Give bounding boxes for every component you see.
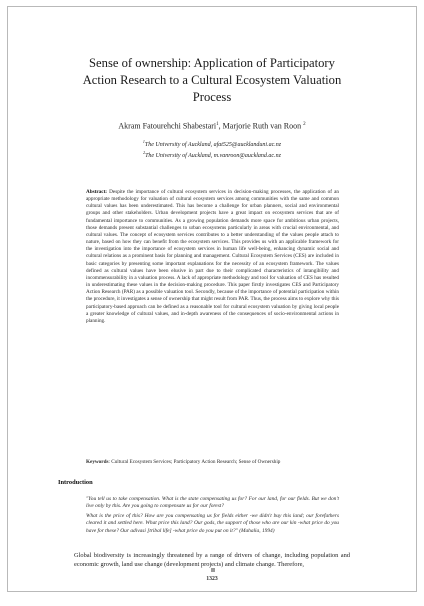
keywords xyxy=(86,459,339,466)
keywords-label: Keywords xyxy=(86,459,109,465)
author-list xyxy=(28,119,396,132)
title-line: Process xyxy=(192,90,232,104)
epigraph-quote: "You tell us to take compensation. What is the state compensating us for? For our land, for our fields. But we don't live only by this. Are you going to compensate us for our forest? xyxy=(86,496,339,510)
affiliation-mark: 2 xyxy=(143,150,146,155)
abstract-text: Despite the importance of cultural ecosystem services in decision-making processes, the application of an appropriate methodology for valuation of cultural ecosystem services among communities with the same and common cultural values has been underestimated. This has become a challenge for urban planners, social and environmental groups and other stakeholders. Urban development projects have a great impact on ecosystem services that are of fundamental importance to communities. As a growing population demands more space for ambitious urban projects, those demands present substantial challenges to urban ecosystems particularly in areas with crucial environmental, and cultural values. The concept of ecosystem services contributes to a better understanding of the values people attach to nature, based on how they can benefit from the ecosystem services. This provides us with an applicable framework for the investigation into the importance of ecosystem services in human life well-being, enhancing dynamic social and cultural relations as a prominent basis for planning and management. Cultural Ecosystem Services (CES) are included in basic categories by presenting some important explanations for the necessity of an ecosystem framework. The values defined as cultural values have been elusive in part due to their complicated characteristics of intangibility and incommensurability in a valuation process. A lack of appropriate methodology and tool for valuation of CES has resulted in underestimating these values in the decision-making procedure. This paper firstly investigates CES and Participatory Action Research (PAR) as a possible valuation tool. Secondly, because of the importance of potential participation within the procedure, it investigates a sense of ownership that might result from PAR. Thus, the process aims to explore why this participatory-based approach can be defined as a reasonable tool for cultural ecosystem valuation by giving local people a greater knowledge of cultural values, and in-depth awareness of the consequences of socio-environmental actions in planning. xyxy=(86,189,339,324)
section-heading-introduction: Introduction xyxy=(58,479,93,486)
paper-title xyxy=(42,55,382,106)
author-separator: , xyxy=(218,121,223,131)
author-affiliation-mark: 1 xyxy=(216,122,219,127)
abstract xyxy=(86,189,339,325)
affiliation-text: The University of Auckland, m.vanroon@auckland.ac.nz xyxy=(145,153,281,159)
page-number: 1323 xyxy=(206,576,218,582)
author-name: Akram Fatourehchi Shabestari xyxy=(118,121,217,131)
affiliations xyxy=(28,138,396,160)
affiliation-line xyxy=(28,138,396,149)
title-line: Sense of ownership: Application of Participatory xyxy=(89,56,335,70)
title-line: Action Research to a Cultural Ecosystem Valuation xyxy=(82,73,342,87)
epigraph-quote: What is the price of this? How are you compensating us for fields either -we didn't buy this land; our forefathers cleared it and settled here. What price this land? Our gods, the support of those who are our kin -what price do you have for these? Our adivasi [tribal life] -what price do you put on it?" (Mahalia, 1994) xyxy=(86,513,339,534)
affiliation-mark: 1 xyxy=(142,139,145,144)
keywords-text: : Cultural Ecosystem Services; Participatory Action Research; Sense of Ownership xyxy=(108,459,281,465)
document-page xyxy=(7,6,417,592)
author-name: Marjorie Ruth van Roon xyxy=(222,121,302,131)
body-paragraph: Global biodiversity is increasingly threatened by a range of drivers of change, including population and economic growth, land use change (development projects) and climate change. Therefore, xyxy=(74,552,350,568)
affiliation-text: The University of Auckland, afat525@aucklanduni.ac.nz xyxy=(144,142,282,148)
page-marker-icon xyxy=(210,567,216,573)
abstract-label: Abstract: xyxy=(86,189,108,195)
affiliation-line xyxy=(28,149,396,160)
author-affiliation-mark: 2 xyxy=(303,122,306,127)
